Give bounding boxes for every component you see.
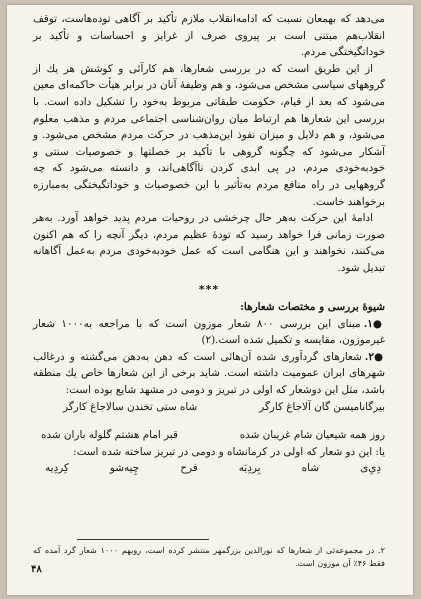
slogan-word-3: بِردِیَه xyxy=(238,462,261,475)
paragraph-2: از این طریق است که در بررسی شعارها، هم کارآئی و کوشش هر یك از گروههای سیاسی مشخص می‌شود، و هم وظیفهٔ آنان در برابر هیأت حاکمه‌ای معین می‌شود که بعد از قیام، حکومت طبقاتی مربوط به‌خود را تشکیل داده است. با بررسی این شعارها هم ارتباط میان روان‌شناسی اجتماعی مردم و مذهب معلوم می‌شود، و هم دلایل و میزان نفوذ این‌مذهب در حرکت مردم مشخص می‌شود. و آشکار می‌شود که چگونه گروهی با تأکید بر خصلتها و خصوصیات سنتی و خودبه‌خودی مردم، در پی ابدی کردن ناآگاهی‌اند، و دانسته می‌شود که چه گروههایی در راه منافع مردم به‌تأثیر با این خصوصیات و خوداتگیختگی به‌مبارزه برخواهند خاست. xyxy=(33,62,385,208)
slogan-word-1: دِیِ‌ی xyxy=(360,462,381,475)
slogan-row-3 xyxy=(33,460,385,477)
page-number: ۴۸ xyxy=(31,564,42,575)
section-separator: *** xyxy=(198,282,220,296)
paragraph-1: می‌دهد که بهمعان نسبت که ادامه‌انقلاب ملازم تأکید بر آگاهی توده‌هاست، توقف انقلاب‌هم مبتنی است بر پیروی صرف از غرایز و احساسات و تأکید بر خوداتگیختگی مردم. xyxy=(33,13,385,59)
slogan-row-2 xyxy=(33,427,385,444)
footnote-rule xyxy=(77,539,209,540)
list-text-1: مبنای این بررسی ۸۰۰ شعار موزون است که با مراجعه به‌۱۰۰۰ شعار غیرموزون، مقایسه و تکمیل شده است.(۲) xyxy=(33,317,385,347)
slogan-row-1 xyxy=(33,399,385,416)
slogan-1b: شاه ستی تخندن سالاجاغ کارگر xyxy=(63,400,198,413)
slogan-2a: روز همه شیعیان شام غریبان شده xyxy=(239,429,385,442)
slogan-word-4: فرح xyxy=(180,462,198,475)
book-page xyxy=(7,5,413,595)
list-marker-1: ●۱. xyxy=(363,317,385,330)
paragraph-3: ادامهٔ این حرکت به‌هر حال چرخشی در روحیات مردم پدید خواهد آورد. به‌هر صورت زمانی فرا خواهد رسید که تودهٔ عظیم مردم، دیگر آنچه را که هم اکنون می‌کنند، نخواهند و این هنگامی است که عمل خودبه‌خودی مردم به‌عمل آگاهانه تبدیل شود. xyxy=(33,212,385,274)
body-text xyxy=(33,11,385,477)
slogan-word-5: چِیه‌شو xyxy=(109,462,140,475)
list-text-2: شعارهای گردآوری شده آن‌هائی است که دهن به‌دهن می‌گشته و در‌غالب شهرهای ایران عمومیت داشته است. شاید برخی از این شعارها خاص یك منطقه باشد، مثل این دوشعار که اولی در تبریز و دومی در مشهد شایع بوده است: xyxy=(33,350,385,397)
slogan-word-2: شاه xyxy=(301,462,319,475)
list-item-2 xyxy=(33,349,385,399)
footnote: ۲. در مجموعه‌ئی از شعارها که نورالدین بزرگمهر منتشر کرده است، روبهم ۱۰۰۰ شعار گرد آمده که فقط ۴۶٪ آن موزون است. xyxy=(33,545,385,568)
list-item-3: یا: این دو شعار که اولی در کرمانشاه و دومی در تبریز ساخته شده است: xyxy=(73,445,385,458)
slogan-word-6: کِردِیه xyxy=(45,462,69,475)
list-item-1 xyxy=(33,316,385,349)
slogan-1a: بیرگانامیسن گان آلاجاغ کارگر xyxy=(259,400,385,413)
list-marker-2: ●۲. xyxy=(364,350,385,363)
section-heading: شیوهٔ بررسی و مختصات شعارها: xyxy=(240,301,385,314)
slogan-2b: قبر امام هشتم گلوله باران شده xyxy=(41,429,178,442)
